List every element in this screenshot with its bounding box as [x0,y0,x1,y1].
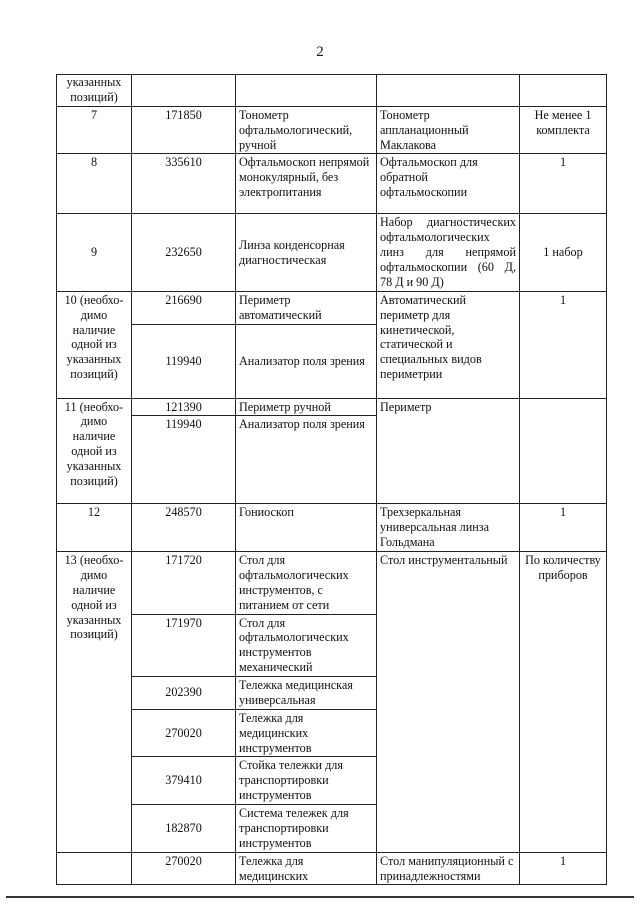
table-row [57,504,607,552]
quantity-cell: 1 [520,291,607,398]
name-cell: Стойка тележки для транспортировки инструментов [236,757,377,805]
name-cell: Тележка для медицинских инструментов [236,709,377,757]
code-cell: 270020 [132,852,236,885]
quantity-cell: По количеству приборов [520,552,607,853]
number-cell: 12 [57,504,132,552]
code-cell: 182870 [132,805,236,853]
name-cell: Офтальмоскоп непрямой монокулярный, без электропитания [236,154,377,214]
name-cell: Стол для офтальмологических инструментов механический [236,614,377,677]
code-cell: 121390 [132,398,236,416]
name-cell: Тележка для медицинских [236,852,377,885]
code-cell: 171720 [132,552,236,615]
code-cell: 171850 [132,106,236,154]
name-cell: Линза конденсорная диагностическая [236,214,377,291]
equipment-table [56,74,607,885]
number-cell: 9 [57,214,132,291]
code-cell: 335610 [132,154,236,214]
code-cell: 248570 [132,504,236,552]
page-edge-line [6,896,634,898]
table-row [57,398,607,416]
number-cell: указанных позиций) [57,75,132,107]
name-cell: Гониоскоп [236,504,377,552]
code-cell: 171970 [132,614,236,677]
quantity-cell: 1 набор [520,214,607,291]
name-cell: Тонометр офтальмологический, ручной [236,106,377,154]
name-cell: Анализатор поля зрения [236,416,377,504]
code-cell: 119940 [132,324,236,398]
table-row [57,75,607,107]
name-cell: Периметр ручной [236,398,377,416]
description-cell: Стол инструментальный [377,552,520,853]
description-cell: Офтальмоскоп для обратной офтальмоскопии [377,154,520,214]
code-cell: 216690 [132,291,236,324]
table-row [57,291,607,324]
code-cell: 379410 [132,757,236,805]
quantity-cell: 1 [520,154,607,214]
description-cell: Автоматический периметр для кинетической, статической и специальных видов периметрии [377,291,520,398]
name-cell: Тележка медицинская универсальная [236,677,377,710]
name-cell: Анализатор поля зрения [236,324,377,398]
description-cell: Тонометр аппланационный Маклакова [377,106,520,154]
quantity-cell: Не менее 1 комплекта [520,106,607,154]
description-cell: Набор диагностических офтальмологических линз для непрямой офтальмоскопии (60 Д, 78 Д и 90 Д) [377,214,520,291]
number-cell: 8 [57,154,132,214]
number-cell: 7 [57,106,132,154]
page-number: 2 [316,44,324,60]
name-cell: Стол для офтальмологических инструментов, с питанием от сети [236,552,377,615]
quantity-cell: 1 [520,504,607,552]
table-row [57,106,607,154]
description-cell: Стол манипуляционный с принадлежностями [377,852,520,885]
table-row [57,552,607,615]
description-cell: Трехзеркальная универсальная линза Гольдмана [377,504,520,552]
code-cell: 270020 [132,709,236,757]
number-cell: 11 (необхо-димо наличие одной из указанных позиций) [57,398,132,504]
code-cell: 119940 [132,416,236,504]
table-row [57,154,607,214]
number-cell: 13 (необхо-димо наличие одной из указанных позиций) [57,552,132,853]
table-row [57,214,607,291]
number-cell: 10 (необхо-димо наличие одной из указанных позиций) [57,291,132,398]
code-cell: 202390 [132,677,236,710]
description-cell: Периметр [377,398,520,504]
code-cell: 232650 [132,214,236,291]
quantity-cell: 1 [520,852,607,885]
table-row [57,852,607,885]
name-cell: Система тележек для транспортировки инструментов [236,805,377,853]
name-cell: Периметр автоматический [236,291,377,324]
